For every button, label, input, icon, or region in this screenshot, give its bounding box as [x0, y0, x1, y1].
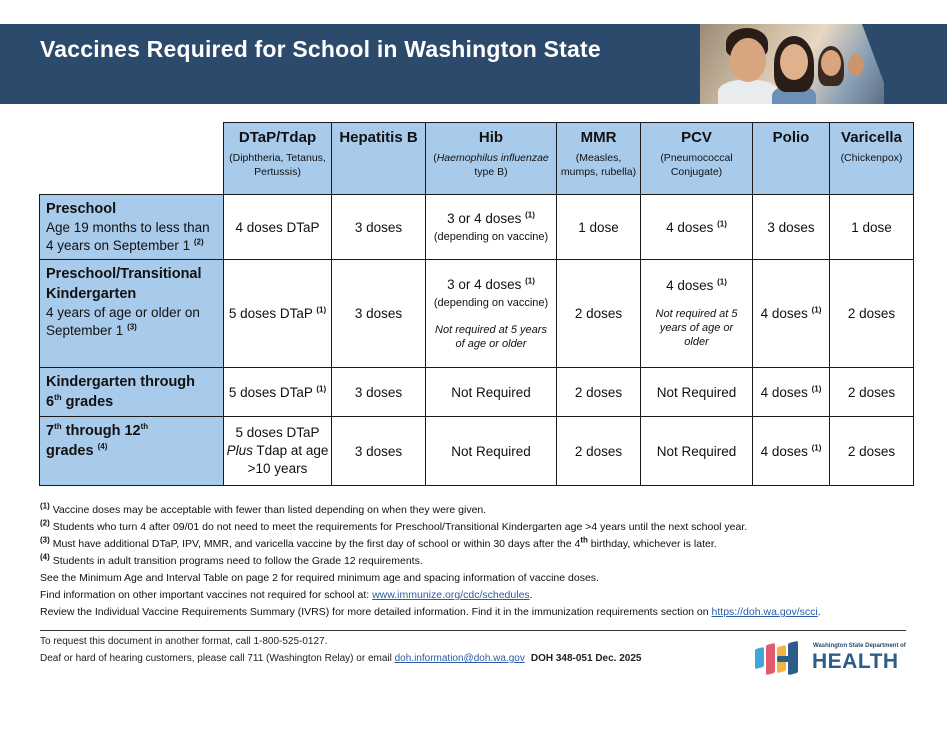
table-header-row [40, 123, 914, 195]
cell-varicella: 2 doses [830, 260, 914, 368]
min-age-note: See the Minimum Age and Interval Table on page 2 for required minimum age and spacing information of vaccine doses. [40, 572, 599, 584]
cell-dtap: 5 doses DTaP Plus Tdap at age >10 years [224, 417, 332, 486]
col-dtap: DTaP/Tdap (Diphtheria, Tetanus, Pertussis) [224, 123, 332, 195]
cell-hepatitis-b: 3 doses [332, 368, 426, 417]
doc-number: DOH 348-051 Dec. 2025 [530, 653, 642, 664]
cell-hepatitis-b: 3 doses [332, 417, 426, 486]
footnote-1: $^{(1)}$ Vaccine doses may be acceptable with fewer than listed depending on when they were given. [40, 501, 487, 516]
cell-dtap: 5 doses DTaP $^{(1)}$ [224, 260, 332, 368]
footnote-2: $^{(2)}$ Students who turn 4 after 09/01 do not need to meet the requirements for Preschool/Transitional Kindergarten age >4 years until the next school year. [40, 518, 748, 533]
cell-hepatitis-b: 3 doses [332, 195, 426, 260]
cell-mmr: 2 doses [557, 368, 641, 417]
page-title: Vaccines Required for School in Washington State [40, 36, 601, 62]
footnote-3: $^{(3)}$ Must have additional DTaP, IPV, MMR, and varicella vaccine by the first day of school or within 30 days after the 4th birthday, whichever is later. [40, 535, 717, 550]
cell-dtap: 4 doses DTaP [224, 195, 332, 260]
col-mmr: MMR (Measles, mumps, rubella) [557, 123, 641, 195]
row-header-kindergarten-6th: Kindergarten through 6th grades [40, 368, 224, 417]
table-row [40, 260, 914, 368]
col-hib: Hib (Haemophilus influenzae type B) [426, 123, 557, 195]
vaccine-table [39, 122, 914, 486]
doh-logo: Washington State Department of HEALTH [755, 640, 905, 678]
cell-polio: 4 doses $^{(1)}$ [753, 368, 830, 417]
cell-pcv: 4 doses $^{(1)}$ [641, 195, 753, 260]
col-varicella: Varicella (Chickenpox) [830, 123, 914, 195]
relay-note: Deaf or hard of hearing customers, please call 711 (Washington Relay) or email doh.information@doh.wa.gov DOH 348-051 Dec. 2025 [40, 653, 642, 664]
cell-hib: Not Required [426, 417, 557, 486]
row-header-7th-12th: 7th through 12th grades $^{(4)}$ [40, 417, 224, 486]
footer [40, 633, 641, 667]
row-header-transitional-kindergarten: Preschool/Transitional Kindergarten 4 years of age or older on September 1 $^{(3)}$ [40, 260, 224, 368]
footnotes [40, 502, 920, 621]
other-vaccines-note: Find information on other important vaccines not required for school at: www.immunize.org/cdc/schedules. [40, 589, 533, 601]
cell-hib: Not Required [426, 368, 557, 417]
cell-pcv: Not Required [641, 368, 753, 417]
immunize-link[interactable]: www.immunize.org/cdc/schedules [372, 589, 530, 601]
ivrs-note: Review the Individual Vaccine Requirements Summary (IVRS) for more detailed information. Find it in the immunization requirements section on https://doh.wa.gov/scci. [40, 606, 821, 618]
row-header-preschool: Preschool Age 19 months to less than 4 years on September 1 $^{(2)}$ [40, 195, 224, 260]
cell-hepatitis-b: 3 doses [332, 260, 426, 368]
col-pcv: PCV (Pneumococcal Conjugate) [641, 123, 753, 195]
footnote-4: $^{(4)}$ Students in adult transition programs need to follow the Grade 12 requirements. [40, 552, 423, 567]
col-polio: Polio [753, 123, 830, 195]
cell-mmr: 2 doses [557, 417, 641, 486]
cell-varicella: 2 doses [830, 417, 914, 486]
cell-varicella: 1 dose [830, 195, 914, 260]
cell-dtap: 5 doses DTaP $^{(1)}$ [224, 368, 332, 417]
cell-varicella: 2 doses [830, 368, 914, 417]
cell-polio: 4 doses $^{(1)}$ [753, 417, 830, 486]
scci-link[interactable]: https://doh.wa.gov/scci [711, 606, 818, 618]
cell-pcv: Not Required [641, 417, 753, 486]
alt-format-note: To request this document in another format, call 1-800-525-0127. [40, 636, 328, 647]
health-logo-icon [755, 642, 807, 676]
table-row [40, 417, 914, 486]
banner-corner [862, 24, 892, 104]
cell-pcv: 4 doses $^{(1)}$ Not required at 5 years of age or older [641, 260, 753, 368]
cell-mmr: 1 dose [557, 195, 641, 260]
footer-divider [40, 630, 906, 631]
cell-mmr: 2 doses [557, 260, 641, 368]
students-photo [700, 24, 884, 104]
table-row [40, 195, 914, 260]
table-row [40, 368, 914, 417]
cell-hib: 3 or 4 doses $^{(1)}$ (depending on vaccine) Not required at 5 years of age or older [426, 260, 557, 368]
cell-polio: 3 doses [753, 195, 830, 260]
email-link[interactable]: doh.information@doh.wa.gov [394, 653, 525, 664]
header-banner [0, 24, 947, 104]
col-hepatitis-b: Hepatitis B [332, 123, 426, 195]
cell-hib: 3 or 4 doses $^{(1)}$ (depending on vaccine) [426, 195, 557, 260]
cell-polio: 4 doses $^{(1)}$ [753, 260, 830, 368]
